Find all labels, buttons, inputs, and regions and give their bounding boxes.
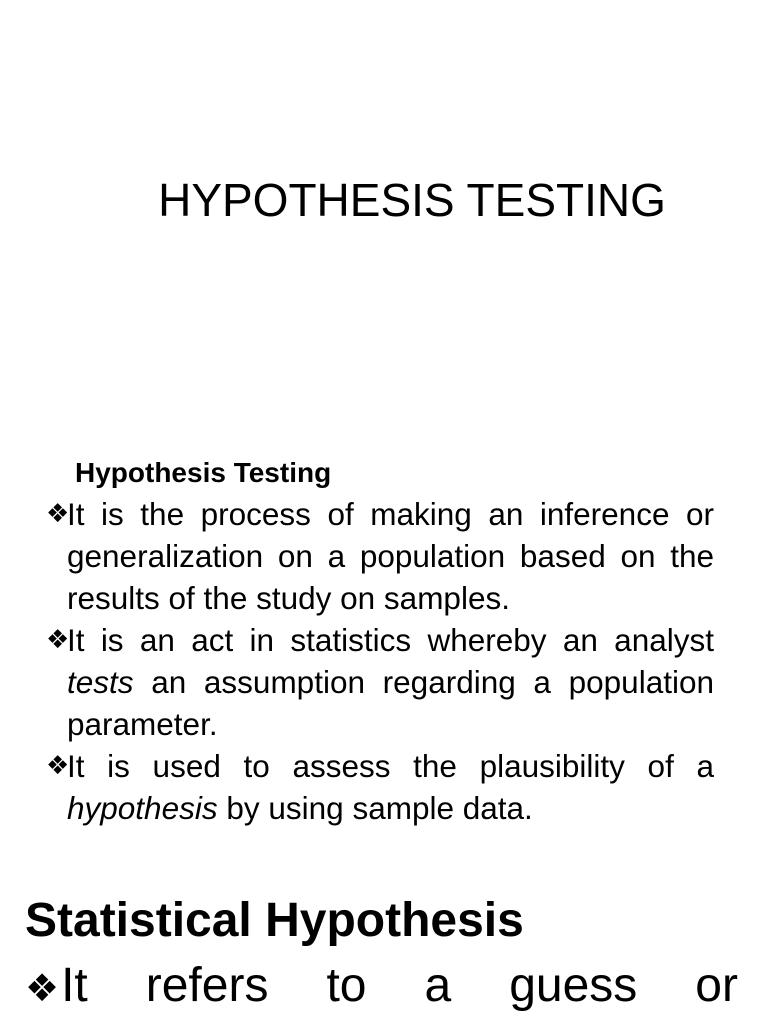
diamond-bullet-icon: ❖ [25, 966, 60, 1010]
section-word-1: ❖It [25, 959, 88, 1012]
page-title: HYPOTHESIS TESTING [158, 174, 666, 226]
section-word-4: a [424, 959, 452, 1012]
bullet-text: It is used to assess the plausibility of a [67, 748, 714, 784]
section-first-line [25, 955, 738, 1017]
bullet-list [46, 493, 714, 829]
list-item [46, 619, 714, 745]
subheading: Hypothesis Testing [75, 457, 332, 488]
section-heading: Statistical Hypothesis [25, 894, 524, 947]
diamond-bullet-icon: ❖ [46, 751, 70, 781]
list-item [46, 745, 714, 829]
bullet-text: It is the process of making an inference or generalization on a population based on the results of the study on samples. [67, 496, 714, 616]
bullet-emphasis: tests [67, 664, 134, 700]
section-word-6: or [695, 959, 738, 1012]
diamond-bullet-icon: ❖ [46, 625, 70, 655]
bullet-emphasis: hypothesis [67, 790, 218, 826]
list-item [46, 493, 714, 619]
diamond-bullet-icon: ❖ [46, 499, 70, 529]
bullet-text-end: an assumption regarding a population parameter. [67, 664, 714, 742]
bullet-text: It is an act in statistics whereby an analyst [67, 622, 714, 658]
section-word-2: refers [145, 959, 269, 1012]
section-word-5: guess [509, 959, 638, 1012]
bullet-text-end: by using sample data. [217, 790, 533, 826]
section-word-3: to [326, 959, 367, 1012]
